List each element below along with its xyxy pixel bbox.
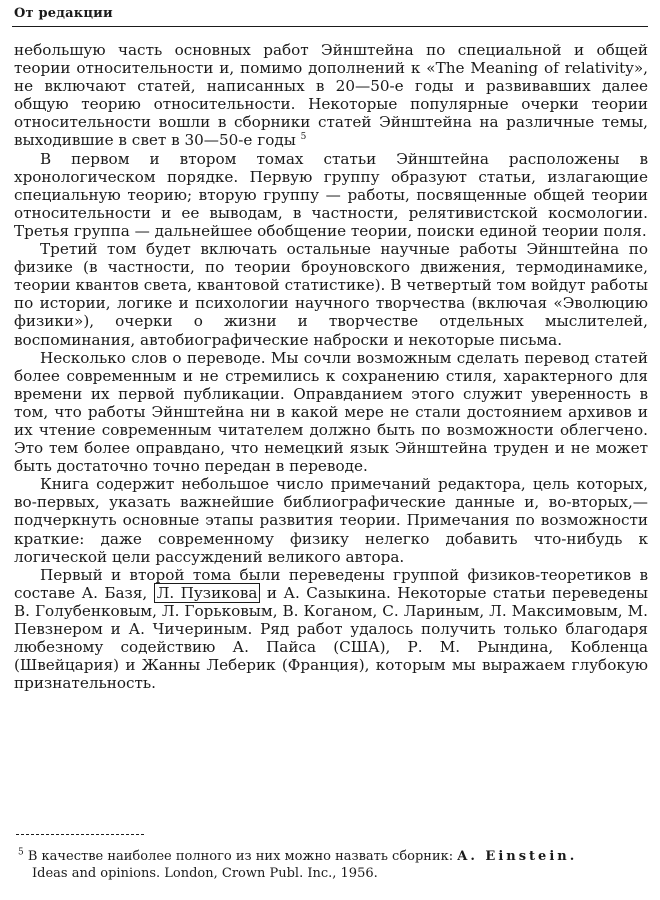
footnote-number: 5 xyxy=(18,847,24,858)
footnote xyxy=(18,848,648,882)
paragraph-1 xyxy=(14,41,648,150)
running-head-title: От редакции xyxy=(14,6,113,21)
paragraph-6-before: Первый и второй тома были переведены группой физиков-теоретиков в составе А. Базя, xyxy=(14,565,648,602)
main-text xyxy=(14,41,648,692)
footnote-line-2: Ideas and opinions. London, Crown Publ. Inc., 1956. xyxy=(32,866,378,881)
footnote-line-1 xyxy=(18,848,648,865)
paragraph-6 xyxy=(14,566,648,693)
paragraph-3: Третий том будет включать остальные научные работы Эйнштейна по физике (в частности, по теории броуновского движения, термодинамике, теории квантов света, квантовой статистике). В четвертый том войдут работы по истории, логике и психологии научного творчества (включая «Эволюцию физики»), очерки о жизни и творчестве отдельных мыслителей, воспоминания, автобиографические наброски и некоторые письма. xyxy=(14,240,648,349)
paragraph-4: Несколько слов о переводе. Мы сочли возможным сделать перевод статей более современным и не стремились к сохранению стиля, характерного для времени их первой публикации. Оправданием этого служит уверенность в том, что работы Эйнштейна ни в какой мере не стали достоянием архивов и их чтение современным читателем должно быть по возможности облегчено. Это тем более оправдано, что немецкий язык Эйнштейна труден и не может быть достаточно точно передан в переводе. xyxy=(14,348,648,476)
paragraph-1-text: небольшую часть основных работ Эйнштейна по специальной и общей теории относительности и, помимо дополнений к «The Meaning of relativity», не включают статей, написанных в 20—50-е годы и развивавших далее общую теорию относительности. Некоторые популярные очерки теории относительности вошли в сборники статей Эйнштейна на различные темы, выходившие в свет в 30—50-е годы xyxy=(14,41,648,150)
paragraph-6-after: и А. Сазыкина. Некоторые статьи переведены В. Голубенковым, Л. Горьковым, В. Коганом, С. Лариным, Л. Максимовым, М. Певзнером и А. Чичериным. Ряд работ удалось получить только благодаря любезному содействию А. Пайса (США), Р. М. Рындина, Кобленца (Швейцария) и Жанны Леберик (Франция), которым мы выражаем глубокую признательность. xyxy=(14,583,649,693)
boxed-name-highlight: Л. Пузикова xyxy=(154,583,261,603)
footnote-separator xyxy=(16,834,144,835)
footnote-author: A. Einstein. xyxy=(457,849,578,864)
paragraph-5: Книга содержит небольшое число примечаний редактора, цель которых, во-первых, указать важнейшие библиографические данные и, во-вторых,— подчеркнуть основные этапы развития теории. Примечания по возможности краткие: даже современному физику нелегко добавить что-нибудь к логической цели рассуждений великого автора. xyxy=(14,475,648,566)
footnote-text: В качестве наиболее полного из них можно назвать сборник: xyxy=(27,849,454,864)
paragraph-2: В первом и втором томах статьи Эйнштейна расположены в хронологическом порядке. Первую группу образуют статьи, излагающие специальную теорию; вторую группу — работы, посвященные общей теории относительности и ее выводам, в частности, релятивистской космологии. Третья группа — дальнейшее обобщение теории, поиски единой теории поля. xyxy=(14,149,648,240)
footnote-reference: 5 xyxy=(300,132,307,143)
header-rule xyxy=(12,26,648,27)
